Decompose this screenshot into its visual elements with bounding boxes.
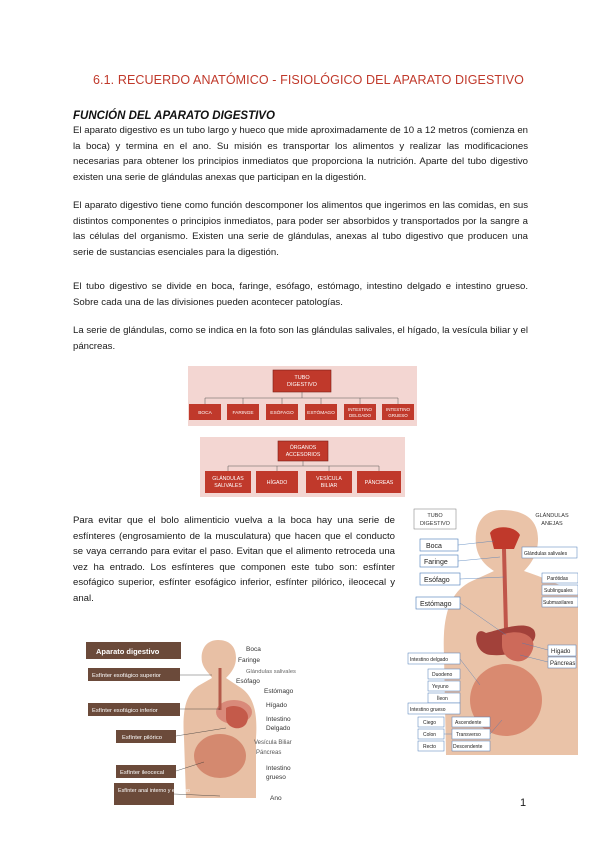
paragraph-sphincters: Para evitar que el bolo alimenticio vuelva a la boca hay una serie de esfínteres (engrosamiento de la musculatura) que hacen que el conducto se vaya cerrando para evitar el paso. Evitan que el alimento retroceda una vez ha entrado. Los esfínteres que componen este tubo son: esfínter esofágico superior, esfínter esofágico inferior, esfínter pilórico, ileocecal y anal. bbox=[73, 515, 395, 604]
glands-root-box bbox=[278, 441, 328, 461]
label-descendente: Descendente bbox=[453, 744, 483, 750]
label-eso-superior: Esfínter esofágico superior bbox=[92, 673, 161, 679]
header-glands-2: ANEJAS bbox=[541, 521, 563, 527]
label-duodeno: Duodeno bbox=[432, 672, 453, 678]
tube-diagram bbox=[180, 366, 425, 426]
label-esofago: Esófago bbox=[424, 577, 450, 584]
tube-child-estomago: ESTÓMAGO bbox=[307, 411, 335, 416]
tube-root-line-2: DIGESTIVO bbox=[287, 382, 317, 388]
label-intestino-delgado: Intestino delgado bbox=[410, 657, 449, 663]
label-eso-inferior: Esfínter esofágico inferior bbox=[92, 708, 158, 714]
label-glandulas-salivales: Glándulas salivales bbox=[524, 551, 568, 557]
header-tube-2: DIGESTIVO bbox=[420, 521, 450, 527]
label-glandulas-salivales: Glándulas salivales bbox=[246, 669, 296, 675]
tube-child-esofago: ESÓFAGO bbox=[270, 411, 294, 416]
gland-higado: HÍGADO bbox=[266, 480, 288, 486]
label-boca: Boca bbox=[246, 646, 261, 653]
label-ascendente: Ascendente bbox=[455, 720, 482, 726]
label-boca: Boca bbox=[426, 543, 442, 550]
gland-box-salivales bbox=[205, 471, 251, 493]
figure-title: Aparato digestivo bbox=[96, 647, 160, 656]
tube-child-intestino-delgado-1: INTESTINO bbox=[347, 407, 373, 412]
glands-root-line-1: ÓRGANOS bbox=[289, 445, 317, 451]
label-recto: Recto bbox=[423, 744, 437, 750]
intestine-shape bbox=[194, 734, 246, 778]
label-esofago: Esófago bbox=[236, 678, 260, 685]
gland-pancreas: PÁNCREAS bbox=[364, 480, 394, 486]
label-intestino-grueso-1: Intestino bbox=[266, 765, 291, 772]
esophagus-shape bbox=[504, 549, 506, 630]
label-colon: Colon bbox=[423, 732, 437, 738]
label-transverso: Transverso bbox=[456, 732, 481, 738]
label-pilorico: Esfínter pilórico bbox=[122, 735, 162, 741]
paragraph-1: El aparato digestivo es un tubo largo y hueco que mide aproximadamente de 10 a 12 metros (comienza en la boca) y termina en el ano. Su misión es transportar los alimentos y realizar las modificaciones necesarias para obtener los principios inmediatos que proporciona la nutrición. Aparte del tubo digestivo existen una serie de glándulas anexas que participan en la digestión. bbox=[73, 125, 528, 183]
label-estomago: Estómago bbox=[420, 601, 452, 608]
label-intestino-delgado-2: Delgado bbox=[266, 725, 291, 732]
label-intestino-grueso: Intestino grueso bbox=[410, 707, 446, 713]
label-sublinguales: Sublinguales bbox=[544, 588, 573, 594]
gland-vesicula-1: VESÍCULA bbox=[316, 476, 342, 482]
glands-diagram bbox=[200, 437, 405, 497]
paragraph-4: La serie de glándulas, como se indica en la foto son las glándulas salivales, el hígado, la vesícula biliar y el páncreas. bbox=[73, 325, 528, 352]
label-higado: Hígado bbox=[551, 649, 571, 655]
label-faringe: Faringe bbox=[238, 657, 261, 664]
body-figure bbox=[402, 505, 578, 760]
section-heading: FUNCIÓN DEL APARATO DIGESTIVO bbox=[73, 110, 275, 122]
page-number: 1 bbox=[520, 797, 527, 809]
gland-salivales-1: GLÁNDULAS bbox=[212, 476, 244, 482]
label-ano: Ano bbox=[270, 795, 282, 802]
header-tube-1: TUBO bbox=[427, 513, 443, 519]
label-submaxilares: Submaxilares bbox=[543, 600, 574, 606]
label-anal: Esfínter anal interno y externo bbox=[118, 788, 190, 794]
tube-child-boca: BOCA bbox=[198, 411, 212, 416]
label-intestino-grueso-2: grueso bbox=[266, 774, 286, 781]
label-ileon: Íleon bbox=[437, 696, 448, 702]
label-parotidas: Parótidas bbox=[547, 576, 569, 582]
label-pancreas: Páncreas bbox=[550, 661, 576, 667]
label-ileocecal: Esfínter ileocecal bbox=[120, 770, 165, 776]
label-vesicula: Vesícula Biliar bbox=[254, 740, 292, 746]
label-box-anal bbox=[114, 783, 174, 805]
label-estomago: Estómago bbox=[264, 688, 294, 695]
label-faringe: Faringe bbox=[424, 559, 448, 566]
page-title: 6.1. RECUERDO ANATÓMICO - FISIOLÓGICO DEL APARATO DIGESTIVO bbox=[93, 73, 524, 87]
gland-vesicula-2: BILIAR bbox=[320, 483, 338, 489]
label-pancreas: Páncreas bbox=[256, 750, 282, 756]
header-glands-1: GLÁNDULAS bbox=[535, 513, 569, 519]
label-higado: Hígado bbox=[266, 702, 287, 709]
sphincters-figure bbox=[86, 638, 321, 808]
tube-child-intestino-grueso-2: GRUESO bbox=[388, 413, 408, 418]
tube-child-intestino-grueso-1: INTESTINO bbox=[385, 407, 411, 412]
paragraph-3: El tubo digestivo se divide en boca, faringe, esófago, estómago, intestino delgado e intestino grueso. Sobre cada una de las divisiones pueden acontecer patologías. bbox=[73, 281, 528, 308]
label-ciego: Ciego bbox=[423, 720, 437, 726]
label-intestino-delgado-1: Intestino bbox=[266, 716, 291, 723]
tube-child-intestino-delgado-2: DELGADO bbox=[348, 413, 372, 418]
glands-root-line-2: ACCESORIOS bbox=[285, 452, 321, 458]
tube-child-faringe: FARINGE bbox=[232, 411, 254, 416]
gland-box-vesicula bbox=[306, 471, 352, 493]
tube-root-box bbox=[273, 370, 331, 392]
gland-salivales-2: SALIVALES bbox=[214, 483, 242, 489]
tube-root-line-1: TUBO bbox=[294, 375, 310, 381]
label-yeyuno: Yeyuno bbox=[432, 684, 449, 690]
paragraph-2: El aparato digestivo tiene como función descomponer los alimentos que ingerimos en las comidas, en sus distintos componentes o principios inmediatos, para poder ser absorbidos y transportados por la sangre a las células del organismo. Existen una serie de glándulas, anexas al tubo digestivo que producen una serie de sustancias esenciales para la digestión. bbox=[73, 200, 528, 258]
